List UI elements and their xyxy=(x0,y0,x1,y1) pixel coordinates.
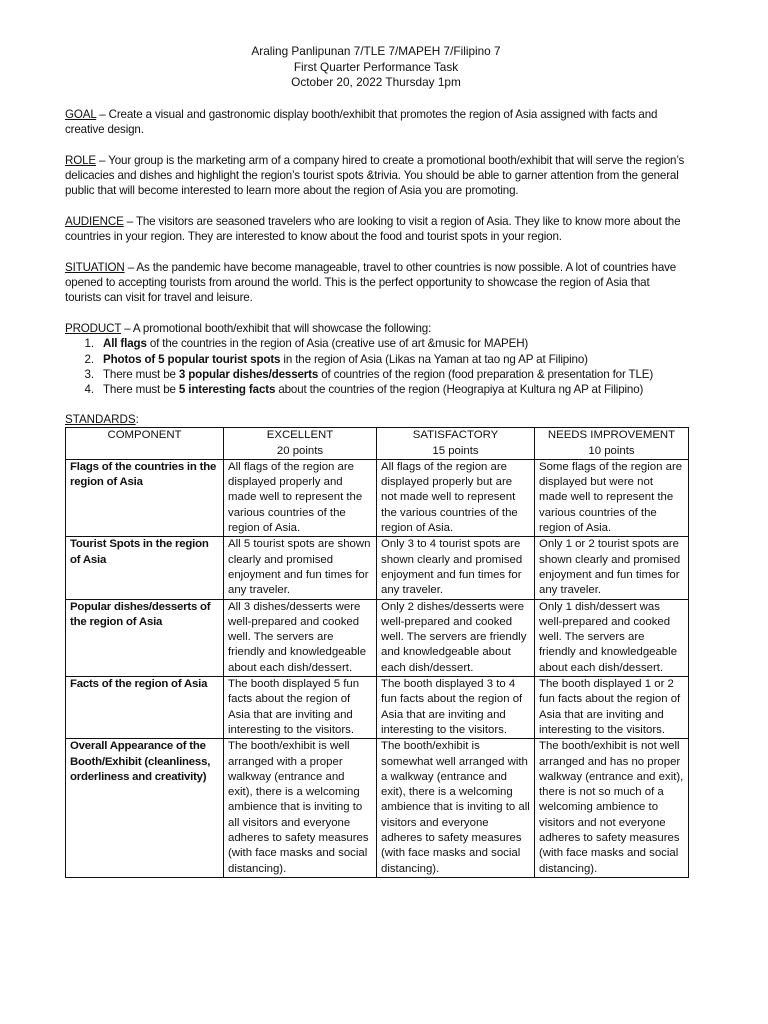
table-header-row xyxy=(66,428,689,460)
table-row xyxy=(66,537,689,599)
header-task-title: First Quarter Performance Task xyxy=(293,59,459,74)
component-cell: Tourist Spots in the region of Asia xyxy=(66,537,224,599)
component-cell: Popular dishes/desserts of the region of Asia xyxy=(66,599,224,676)
goal-text: – Create a visual and gastronomic display booth/exhibit that promotes the region of Asia assigned with facts and creative design. xyxy=(65,107,658,137)
component-cell: Overall Appearance of the Booth/Exhibit (cleanliness, orderliness and creativity) xyxy=(66,739,224,878)
needs-improvement-cell: Some flags of the region are displayed but were not made well to represent the various countries of the region of Asia. xyxy=(535,459,689,536)
goal-label: GOAL xyxy=(65,107,97,121)
situation-text: – As the pandemic have become manageable, travel to other countries is now possible. A lot of countries have opened to accepting tourists from around the world. This is the perfect opportunity to showcase the region of Asia that tourists can visit for travel and leisure. xyxy=(65,260,677,305)
excellent-cell: The booth/exhibit is well arranged with a proper walkway (entrance and exit), there is a welcoming ambience that is inviting to all visitors and everyone adheres to safety measures (with face masks and social distancing). xyxy=(224,739,377,878)
audience-text: – The visitors are seasoned travelers who are looking to visit a region of Asia. They like to know more about the countries in your region. They are interested to know about the food and tourist spots in your region. xyxy=(65,214,681,244)
situation-section xyxy=(65,260,687,306)
standards-heading: STANDARDS: xyxy=(65,412,139,426)
product-item: 1. All flags of the countries in the region of Asia (creative use of art &music for MAPEH) xyxy=(97,336,687,351)
needs-improvement-cell: Only 1 or 2 tourist spots are shown clearly and promised enjoyment and fun times for any traveler. xyxy=(535,537,689,599)
product-text: – A promotional booth/exhibit that will showcase the following: xyxy=(121,321,432,335)
header-date: October 20, 2022 Thursday 1pm xyxy=(291,75,461,90)
product-section xyxy=(65,321,687,398)
standards-title: STANDARDS xyxy=(65,412,136,426)
situation-label: SITUATION xyxy=(65,260,125,274)
product-label: PRODUCT xyxy=(65,321,122,335)
excellent-cell: All flags of the region are displayed properly and made well to represent the various countries of the region of Asia. xyxy=(224,459,377,536)
excellent-cell: The booth displayed 5 fun facts about the region of Asia that are inviting and interesting to the visitors. xyxy=(224,677,377,739)
table-row xyxy=(66,739,689,878)
standards-rubric-table xyxy=(65,427,689,878)
header-needs-improvement: NEEDS IMPROVEMENT 10 points xyxy=(535,428,689,460)
excellent-cell: All 5 tourist spots are shown clearly and promised enjoyment and fun times for any traveler. xyxy=(224,537,377,599)
table-row xyxy=(66,459,689,536)
header-subjects: Araling Panlipunan 7/TLE 7/MAPEH 7/Filipino 7 xyxy=(251,44,501,58)
product-item: 2. Photos of 5 popular tourist spots in the region of Asia (Likas na Yaman at tao ng AP at Filipino) xyxy=(97,352,687,367)
satisfactory-cell: All flags of the region are displayed properly but are not made well to represent the various countries of the region of Asia. xyxy=(377,459,535,536)
product-list xyxy=(65,336,687,398)
role-label: ROLE xyxy=(65,153,96,167)
product-item: 4. There must be 5 interesting facts about the countries of the region (Heograpiya at Kultura ng AP at Filipino) xyxy=(97,382,687,397)
excellent-cell: All 3 dishes/desserts were well-prepared and cooked well. The servers are friendly and knowledgeable about each dish/dessert. xyxy=(224,599,377,676)
document-page xyxy=(65,44,687,878)
role-text: – Your group is the marketing arm of a company hired to create a promotional booth/exhibit that will serve the region’s delicacies and dishes and highlight the region’s tourist spots &trivia. You should be able to garner attention from the general public that will become interested to learn more about the region of Asia you are promoting. xyxy=(65,153,685,198)
component-cell: Facts of the region of Asia xyxy=(66,677,224,739)
table-row xyxy=(66,677,689,739)
component-cell: Flags of the countries in the region of Asia xyxy=(66,459,224,536)
audience-section xyxy=(65,214,687,245)
table-row xyxy=(66,599,689,676)
product-item: 3. There must be 3 popular dishes/desserts of countries of the region (food preparation & presentation for TLE) xyxy=(97,367,687,382)
audience-label: AUDIENCE xyxy=(65,214,124,228)
header-excellent: EXCELLENT 20 points xyxy=(224,428,377,460)
satisfactory-cell: Only 3 to 4 tourist spots are shown clearly and promised enjoyment and fun times for any traveler. xyxy=(377,537,535,599)
satisfactory-cell: The booth displayed 3 to 4 fun facts about the region of Asia that are inviting and interesting to the visitors. xyxy=(377,677,535,739)
satisfactory-cell: The booth/exhibit is somewhat well arranged with a walkway (entrance and exit), there is a welcoming ambience that is inviting to all visitors and everyone adheres to safety measures (with face masks and social distancing). xyxy=(377,739,535,878)
document-header xyxy=(65,44,687,91)
satisfactory-cell: Only 2 dishes/desserts were well-prepared and cooked well. The servers are friendly and knowledgeable about each dish/dessert. xyxy=(377,599,535,676)
needs-improvement-cell: Only 1 dish/dessert was well-prepared and cooked well. The servers are friendly and knowledgeable about each dish/dessert. xyxy=(535,599,689,676)
needs-improvement-cell: The booth/exhibit is not well arranged and has no proper walkway (entrance and exit), there is not so much of a welcoming ambience to visitors and not everyone adheres to safety measures (with face masks and social distancing). xyxy=(535,739,689,878)
header-component: COMPONENT xyxy=(66,428,224,460)
needs-improvement-cell: The booth displayed 1 or 2 fun facts about the region of Asia that are inviting and interesting to the visitors. xyxy=(535,677,689,739)
goal-section xyxy=(65,107,687,138)
header-satisfactory: SATISFACTORY 15 points xyxy=(377,428,535,460)
role-section xyxy=(65,153,687,199)
